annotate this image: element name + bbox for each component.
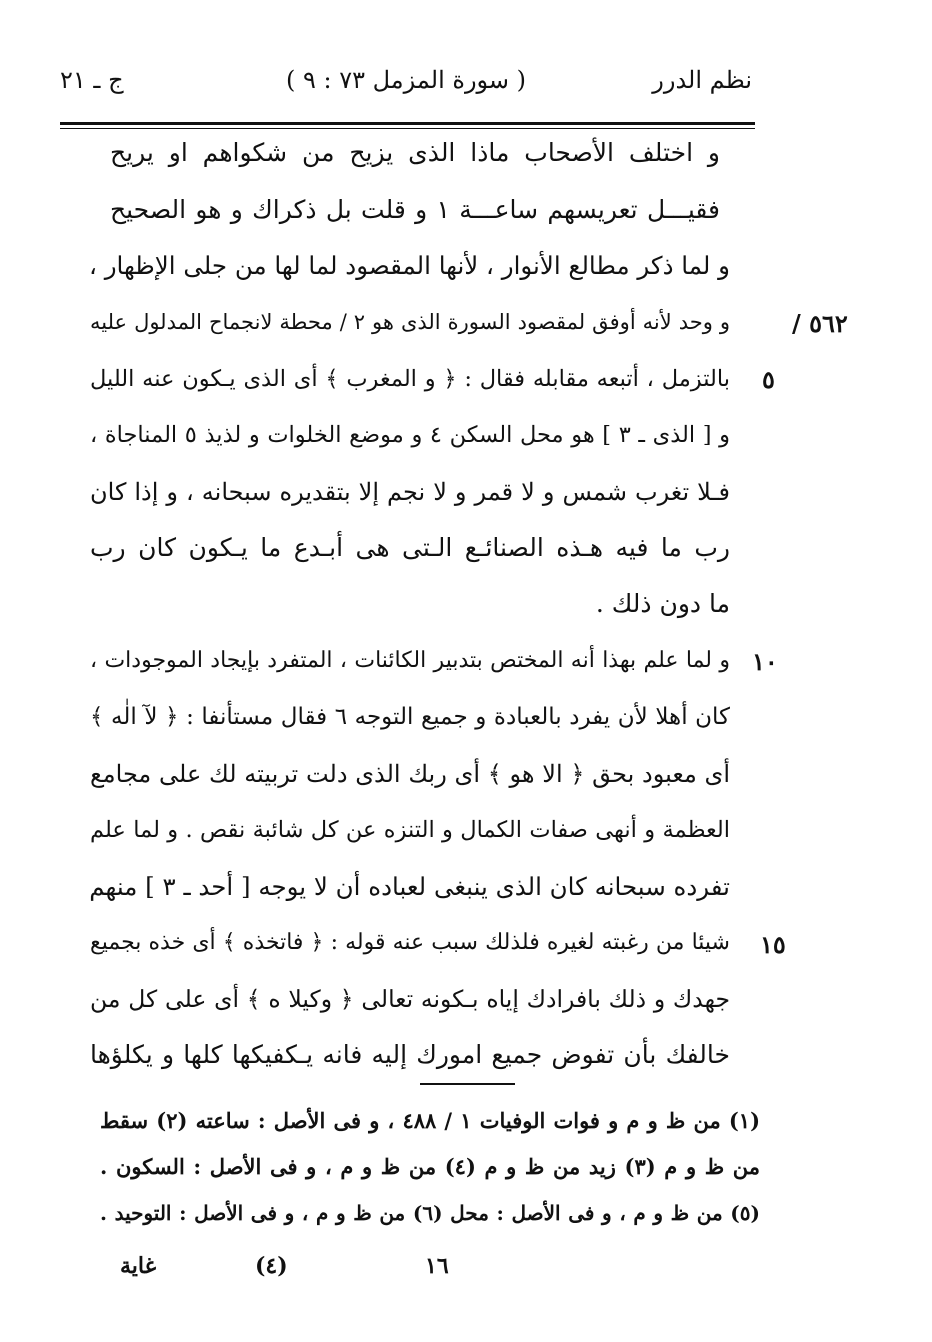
- text-line-4: و وحد لأنه أوفق لمقصود السورة الذى هو ٢ / محطة لانجماح المدلول عليه: [90, 310, 730, 334]
- text-line-3: و لما ذكر مطالع الأنوار ، لأنها المقصود لما لها من جلى الإظهار ،: [89, 251, 730, 280]
- margin-line-number-15: ١٥: [760, 930, 786, 959]
- footnote-line-2: من ظ و م (٣) زيد من ظ و م (٤) من ظ و م ، و فى الأصل : السكون .: [100, 1154, 761, 1179]
- footnote-line-3: (٥) من ظ و م ، و فى الأصل : محل (٦) من ظ و م ، و فى الأصل : التوحيد .: [100, 1201, 760, 1225]
- margin-page-reference: ٥٦٢ /: [792, 309, 848, 338]
- text-line-9: ما دون ذلك .: [595, 589, 730, 618]
- header-rule-thin: [60, 128, 755, 129]
- text-line-14: تفرده سبحانه كان الذى ينبغى لعباده أن لا يوجه [ أحد ـ ٣ ] منهم: [89, 872, 730, 901]
- surah-reference: ( سورة المزمل ٧٣ : ٩ ): [285, 66, 527, 94]
- running-header: [60, 66, 752, 106]
- text-line-12: أى معبود بحق ﴿ الا هو ﴾ أى ربك الذى دلت تربيته لك على مجامع: [90, 760, 730, 788]
- text-line-17: خالفك بأن تفوض جميع امورك إليه فانه يـكفيكها كلها و يكلؤها: [90, 1040, 730, 1069]
- margin-line-number-5: ٥: [762, 365, 775, 394]
- text-line-8: رب ما فيه هـذه الصنائـع الـتى هى أبـدع ما يـكون كان رب: [90, 533, 730, 562]
- text-line-7: فـلا تغرب شمس و لا قمر و لا نجم إلا بتقديره سبحانه ، و إذا كان: [90, 478, 730, 506]
- text-line-6: و [ الذى ـ ٣ ] هو محل السكن ٤ و موضع الخلوات و لذيذ ٥ المناجاة ،: [90, 422, 730, 448]
- text-line-10: و لما علم بهذا أنه المختص بتدبير الكائنات ، المتفرد بإيجاد الموجودات ،: [90, 648, 730, 673]
- text-line-13: العظمة و أنهى صفات الكمال و التنزه عن كل شائبة نقص . و لما علم: [90, 817, 730, 843]
- page-number: ١٦: [425, 1253, 449, 1279]
- text-underline: [420, 1083, 515, 1085]
- book-title: نظم الدرر: [652, 66, 752, 94]
- footnote-line-1: (١) من ظ و م و فوات الوفيات ١ / ٤٨٨ ، و فى الأصل : ساعته (٢) سقط: [100, 1108, 760, 1133]
- text-line-15: شيئا من رغبته لغيره فلذلك سبب عنه قوله : ﴿ فاتخذه ﴾ أى خذه بجميع: [90, 930, 730, 955]
- text-line-1: و اختلف الأصحاب ماذا الذى يزيح من شكواهم او يريح: [110, 138, 720, 167]
- margin-line-number-10: ١٠: [752, 647, 778, 676]
- catchword: غاية: [120, 1253, 157, 1279]
- volume-number: ج ـ ٢١: [60, 66, 124, 94]
- text-line-5: بالتزمل ، أتبعه مقابله فقال : ﴿ و المغرب ﴾ أى الذى يـكون عنه الليل: [90, 366, 730, 392]
- printer-signature: (٤): [255, 1253, 288, 1279]
- text-line-11: كان أهلا لأن يفرد بالعبادة و جميع التوجه ٦ فقال مستأنفا : ﴿ لآ الٰه ﴾: [90, 704, 730, 730]
- text-line-16: جهدك و ذلك بافرادك إياه بـكونه تعالى ﴿ وكيلا ه ﴾ أى على كل من: [90, 985, 730, 1013]
- header-rule-thick: [60, 122, 755, 125]
- text-line-2: فقيـــل تعريسهم ساعـــة ١ و قلت بل ذكراك و هو الصحيح: [110, 195, 720, 224]
